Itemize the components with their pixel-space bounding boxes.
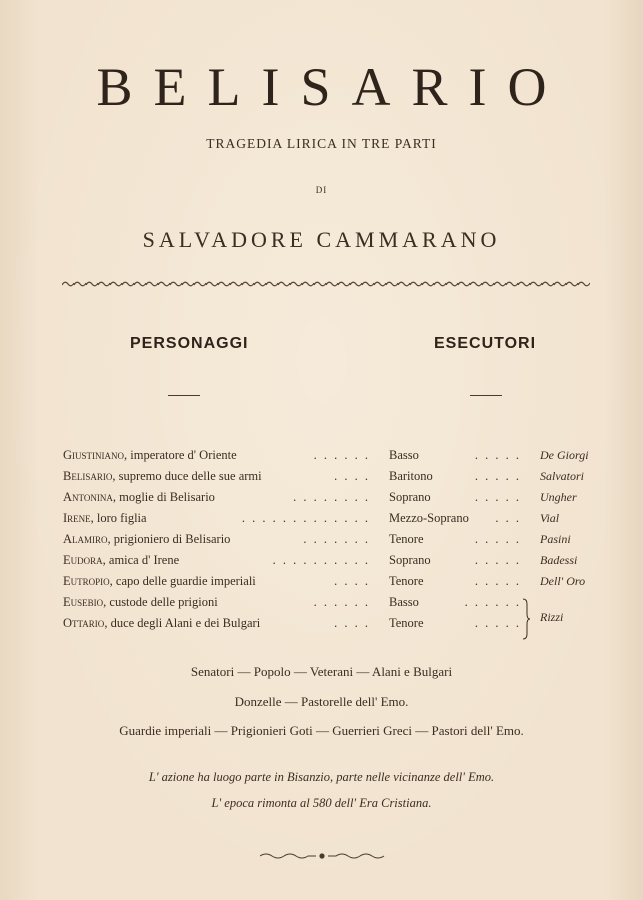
role-name: Antonina [63,490,113,504]
chorus-line: Guardie imperiali — Prigionieri Goti — Guerrieri Greci — Pastori dell' Emo. [119,723,524,738]
role-description: , custode delle prigioni [103,595,218,609]
role-name: Eusebio [63,595,104,609]
leader-dots: . . . . . [474,616,521,630]
shared-singer: Rizzi [540,610,564,624]
role-description: , duce degli Alani e dei Bulgari [104,616,261,630]
role-description: , moglie di Belisario [112,490,215,504]
cast-row [0,532,643,553]
role-name: Eutropio [63,574,110,588]
leader-dots: . . . . . [474,490,521,504]
voice-type: Basso [389,595,419,609]
voice-type: Baritono [389,469,433,483]
voice-type: Basso [389,448,419,462]
singer: Badessi [540,553,578,567]
leader-dots: . . . . . [474,532,521,546]
role-description: , loro figlia [90,511,147,525]
leader-dots: . . . . . . [464,595,521,609]
voice-type: Soprano [389,553,431,567]
leader-dots: . . . . . . [313,448,370,462]
ornamental-divider-icon [62,279,590,289]
leader-dots: . . . . [334,574,370,588]
singer: Pasini [540,532,571,546]
leader-dots: . . . . . . . . . . [272,553,370,567]
leader-dots: . . . . . . [313,595,370,609]
role-description: , supremo duce delle sue armi [112,469,262,483]
voice-type: Tenore [389,574,424,588]
leader-dots: . . . . [334,469,370,483]
singer: Salvatori [540,469,584,483]
leader-dots: . . . . . [474,448,521,462]
singer: Ungher [540,490,577,504]
cast-row [0,469,643,490]
leader-dots: . . . . . [474,469,521,483]
opera-title: BELISARIO [96,57,568,117]
cast-row [0,511,643,532]
chorus-line: Donzelle — Pastorelle dell' Emo. [234,694,409,709]
role-name: Ottario [63,616,105,630]
voice-type: Tenore [389,616,424,630]
brace-icon [520,598,532,640]
role-name: Giustiniano [63,448,125,462]
divider-right [470,395,502,396]
singer: Vial [540,511,560,525]
role-name: Irene [63,511,91,525]
header-personaggi: PERSONAGGI [130,335,249,352]
epoch-note: L' epoca rimonta al 580 dell' Era Cristiana. [211,796,432,810]
singer: Dell' Oro [540,574,586,588]
role-description: , capo delle guardie imperiali [109,574,256,588]
cast-row [0,448,643,469]
header-esecutori: ESECUTORI [434,335,537,352]
role-description: , amica d' Irene [102,553,180,567]
chorus-line: Senatori — Popolo — Veterani — Alani e Bulgari [190,664,453,679]
divider-left [168,395,200,396]
leader-dots: . . . [495,511,521,525]
role-description: , imperatore d' Oriente [124,448,237,462]
author-name: SALVADORE CAMMARANO [142,227,501,252]
leader-dots: . . . . [334,616,370,630]
setting-note: L' azione ha luogo parte in Bisanzio, parte nelle vicinanze dell' Emo. [148,770,495,784]
cast-row [0,553,643,574]
leader-dots: . . . . . . . . [293,490,370,504]
by-label: DI [315,185,328,195]
role-name: Alamiro [63,532,108,546]
tailpiece-ornament-icon [258,851,386,861]
ornament-scroll [62,282,590,286]
cast-row [0,490,643,511]
voice-type: Mezzo-Soprano [389,511,469,525]
leader-dots: . . . . . [474,553,521,567]
leader-dots: . . . . . [474,574,521,588]
role-name: Belisario [63,469,113,483]
singer: De Giorgi [540,448,589,462]
voice-type: Soprano [389,490,431,504]
subtitle: TRAGEDIA LIRICA IN TRE PARTI [206,136,437,151]
role-name: Eudora [63,553,103,567]
role-description: , prigioniero di Belisario [107,532,231,546]
leader-dots: . . . . . . . . . . . . . [241,511,370,525]
voice-type: Tenore [389,532,424,546]
cast-row [0,574,643,595]
leader-dots: . . . . . . . [303,532,370,546]
